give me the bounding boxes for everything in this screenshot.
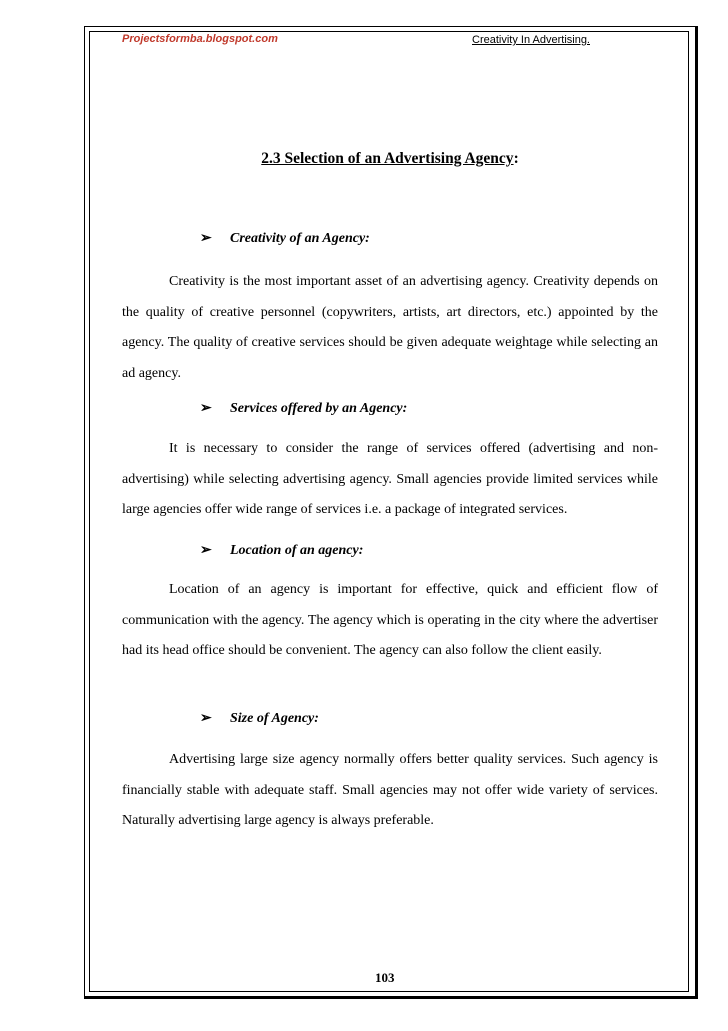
section-paragraph-location: Location of an agency is important for effective, quick and efficient flow of communication with the agency. The agency which is operating in the city where the advertiser had its head office should be convenient. The agency can also follow the client easily. xyxy=(122,582,658,658)
section-paragraph-creativity: Creativity is the most important asset of an advertising agency. Creativity depends on the quality of creative personnel (copywriters, artists, art directors, etc.) appointed by the agency. The quality of creative services should be given adequate weightage while selecting an ad agency. xyxy=(122,274,658,381)
header-site: Projectsformba.blogspot.com xyxy=(122,33,278,45)
section-paragraph-size: Advertising large size agency normally offers better quality services. Such agency is financially stable with adequate staff. Small agencies may not offer wide variety of services. Naturally advertising large agency is always preferable. xyxy=(122,752,658,828)
section-paragraph-services: It is necessary to consider the range of services offered (advertising and non-advertising) while selecting advertising agency. Small agencies provide limited services while large agencies offer wide range of services i.e. a package of integrated services. xyxy=(122,441,658,517)
section-heading-text: Services offered by an Agency: xyxy=(230,401,408,416)
arrow-bullet-icon: ➢ xyxy=(200,711,212,726)
header-topic: Creativity In Advertising. xyxy=(472,34,590,46)
arrow-bullet-icon: ➢ xyxy=(200,231,212,246)
arrow-bullet-icon: ➢ xyxy=(200,401,212,416)
page-title-text: 2.3 Selection of an Advertising Agency xyxy=(261,150,514,167)
section-heading-creativity xyxy=(200,230,370,247)
section-heading-text: Size of Agency: xyxy=(230,711,319,726)
section-heading-location xyxy=(200,542,363,559)
section-heading-text: Location of an agency: xyxy=(230,543,364,558)
section-heading-text: Creativity of an Agency: xyxy=(230,231,370,246)
arrow-bullet-icon: ➢ xyxy=(200,543,212,558)
section-heading-size xyxy=(200,710,319,727)
page-title-colon: : xyxy=(513,150,519,167)
section-heading-services xyxy=(200,400,407,417)
page-number: 103 xyxy=(375,970,395,985)
page-title xyxy=(122,150,658,168)
